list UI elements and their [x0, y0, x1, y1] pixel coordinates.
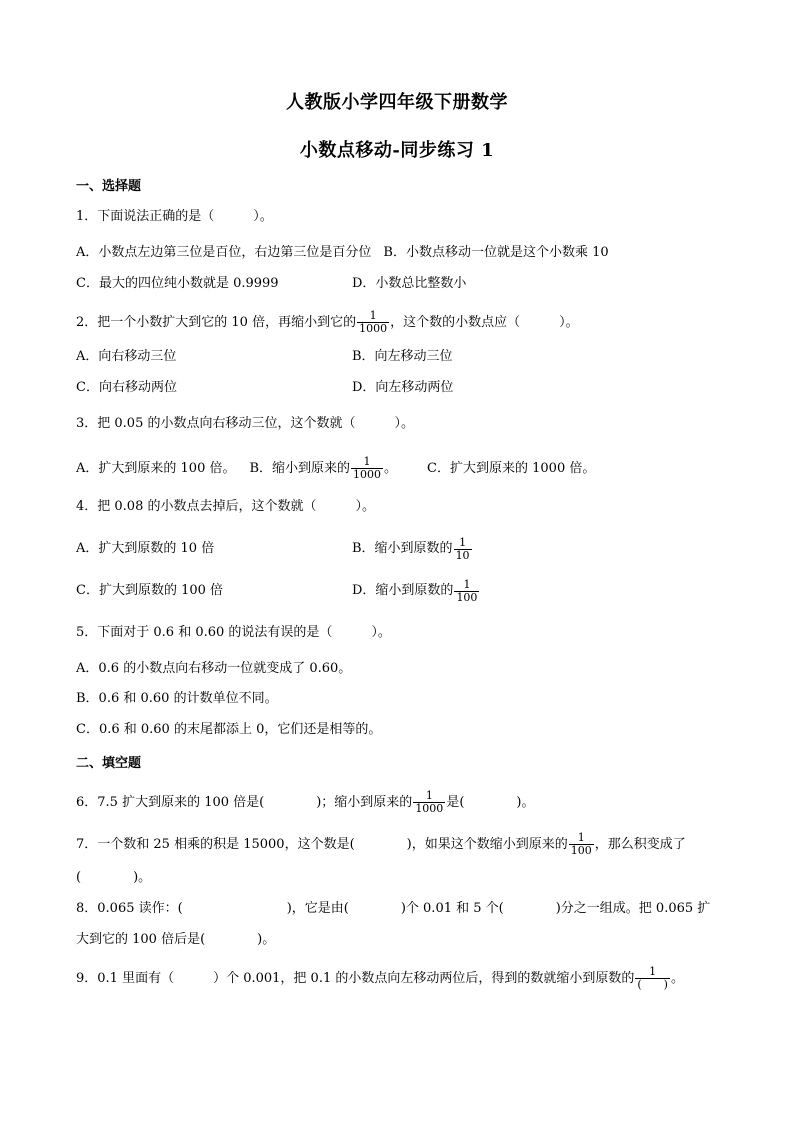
- question-4-option-b: [352, 537, 473, 562]
- question-1-option-c: C．最大的四位纯小数就是 0.9999: [76, 276, 279, 291]
- page-title: 人教版小学四年级下册数学: [286, 92, 508, 113]
- question-3-stem: 3．把 0.05 的小数点向右移动三位，这个数就（ ）。: [76, 416, 414, 431]
- question-1-option-d: D．小数总比整数小: [352, 276, 467, 291]
- question-3-option-b-post: 。: [384, 460, 398, 476]
- fraction-numerator: 1: [463, 577, 471, 591]
- question-2-stem: [76, 310, 579, 335]
- fraction-denominator: 100: [570, 844, 592, 857]
- question-5-stem: 5．下面对于 0.6 和 0.60 的说法有误的是（ ）。: [76, 625, 391, 640]
- question-7-line2: ( )。: [76, 870, 152, 885]
- question-4-option-a: A．扩大到原数的 10 倍: [76, 541, 215, 556]
- fraction-numerator: 1: [425, 789, 433, 802]
- question-2-options-cd: [76, 379, 716, 397]
- section-heading-choice: 一、选择题: [76, 179, 142, 194]
- question-2-option-c: C．向右移动两位: [76, 380, 177, 395]
- fraction-numerator: 1: [577, 831, 585, 844]
- fraction-denominator: 1000: [353, 468, 382, 481]
- fraction-numerator: 1: [459, 535, 467, 549]
- question-2-option-a: A．向右移动三位: [76, 349, 177, 364]
- fraction-denominator: 10: [455, 548, 470, 562]
- question-6-pre: 6．7.5 扩大到原来的 100 倍是( )；缩小到原来的: [76, 794, 413, 810]
- question-3-option-b-text: B．缩小到原来的: [249, 460, 351, 476]
- section-heading-fill: 二、填空题: [76, 756, 142, 771]
- fraction-numerator: 1: [369, 309, 377, 322]
- question-1-options-ab: [76, 244, 609, 262]
- question-1-options-cd: [76, 275, 716, 293]
- question-6-post: 是( )。: [446, 794, 535, 810]
- question-5-option-c: C．0.6 和 0.60 的末尾都添上 0，它们还是相等的。: [76, 722, 382, 737]
- question-7-post: ，那么积变成了: [594, 836, 686, 852]
- fraction-denominator: ( ): [637, 978, 668, 991]
- question-3-fraction: [351, 456, 383, 481]
- fraction-denominator: 1000: [415, 802, 444, 815]
- question-9-pre: 9．0.1 里面有（ ）个 0.001，把 0.1 的小数点向左移动两位后，得到的数就缩小到原数的: [76, 970, 635, 986]
- question-4-option-d-fraction: [454, 579, 479, 604]
- question-7-pre: 7．一个数和 25 相乘的积是 15000，这个数是( )，如果这个数缩小到原来的: [76, 836, 568, 852]
- question-8-line2: 大到它的 100 倍后是( )。: [76, 932, 276, 947]
- question-5-option-a: A．0.6 的小数点向右移动一位就变成了 0.60。: [76, 661, 352, 676]
- question-1-option-b: B．小数点移动一位就是这个小数乘 10: [383, 245, 609, 260]
- fraction-numerator: 1: [363, 455, 371, 468]
- question-2-fraction: [357, 310, 389, 335]
- page-subtitle: 小数点移动-同步练习 1: [299, 140, 495, 161]
- question-2-stem-pre: 2．把一个小数扩大到它的 10 倍，再缩小到它的: [76, 314, 357, 330]
- question-4-option-d: [352, 579, 480, 604]
- question-6-fraction: [413, 790, 445, 815]
- question-3-options: [76, 456, 595, 481]
- question-9: [76, 966, 684, 991]
- question-2-option-d: D．向左移动两位: [352, 380, 454, 395]
- question-1-stem: 1．下面说法正确的是（ ）。: [76, 209, 273, 224]
- question-4-option-b-text: B．缩小到原数的: [352, 541, 453, 556]
- question-2-options-ab: [76, 348, 716, 366]
- question-7: [76, 832, 686, 857]
- fraction-denominator: 100: [456, 590, 478, 604]
- question-9-fraction: [635, 966, 670, 991]
- question-8-line1: 8．0.065 读作：( )，它是由( )个 0.01 和 5 个( )分之一组成。把 0.065 扩: [76, 901, 711, 916]
- fraction-numerator: 1: [649, 965, 657, 978]
- question-6: [76, 790, 534, 815]
- question-3-option-c: C．扩大到原来的 1000 倍。: [427, 460, 596, 476]
- question-4-options-cd: [76, 577, 716, 604]
- question-2-option-b: B．向左移动三位: [352, 349, 453, 364]
- question-9-post: 。: [670, 970, 684, 986]
- question-5-option-b: B．0.6 和 0.60 的计数单位不同。: [76, 691, 278, 706]
- question-4-stem: 4．把 0.08 的小数点去掉后，这个数就（ ）。: [76, 499, 375, 514]
- question-4-option-d-text: D．缩小到原数的: [352, 583, 454, 598]
- question-2-stem-post: ，这个数的小数点应（ ）。: [390, 314, 579, 330]
- question-4-option-b-fraction: [454, 537, 472, 562]
- question-4-options-ab: [76, 535, 716, 562]
- question-3-option-a: A．扩大到原来的 100 倍。: [76, 460, 236, 476]
- question-7-fraction: [569, 832, 594, 857]
- question-4-option-c: C．扩大到原数的 100 倍: [76, 583, 224, 598]
- fraction-denominator: 1000: [359, 322, 388, 335]
- question-1-option-a: A．小数点左边第三位是百位，右边第三位是百分位: [76, 245, 372, 260]
